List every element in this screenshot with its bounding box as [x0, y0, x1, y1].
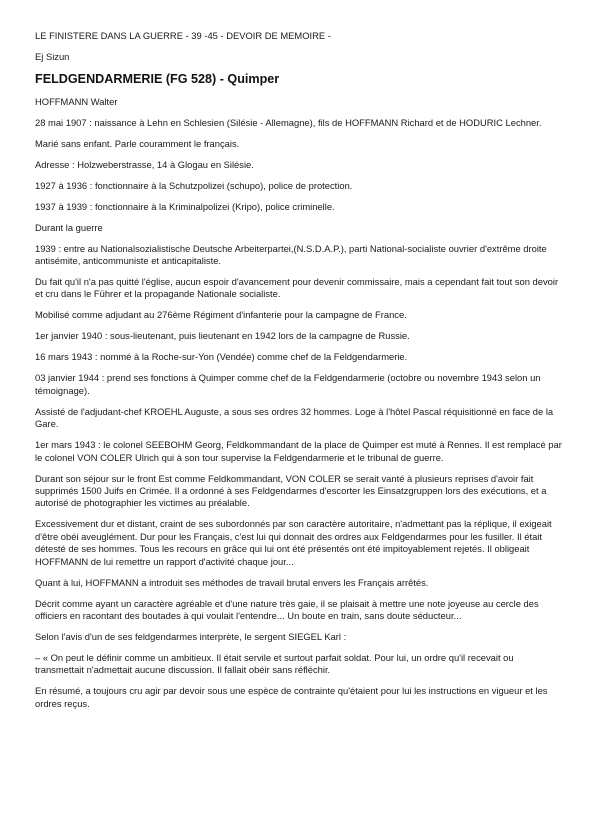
body-paragraph: Marié sans enfant. Parle couramment le français. [35, 137, 240, 149]
body-paragraph: 1937 à 1939 : fonctionnaire à la Kriminalpolizei (Kripo), police criminelle. [35, 200, 335, 212]
body-paragraph: Durant son séjour sur le front Est comme Feldkommandant, VON COLER se serait vanté à plusieurs reprises d'avoir fait supprimés 1500 Juifs en Crimée. Il a ordonné à ses Feldgendarmes d'escorter les Einsatzgruppen lors des exécutions, et a autorisé de photographier les victimes au préalable. [35, 472, 547, 509]
series-header: LE FINISTERE DANS LA GUERRE - 39 -45 - DEVOIR DE MEMOIRE - [35, 30, 331, 41]
body-paragraph: Mobilisé comme adjudant au 276ème Régiment d'infanterie pour la campagne de France. [35, 309, 407, 321]
body-paragraph: 16 mars 1943 : nommé à la Roche-sur-Yon (Vendée) comme chef de la Feldgendarmerie. [35, 351, 408, 363]
body-paragraph: Décrit comme ayant un caractère agréable et d'une nature très gaie, il se plaisait à mettre une note joyeuse au cercle des officiers en racontant des boutades à qui voulait l'entendre... Un boute en train, sans doute séducteur... [35, 597, 539, 622]
author-line: Ej Sizun [35, 51, 70, 62]
body-paragraph: Selon l'avis d'un de ses feldgendarmes interprète, le sergent SIEGEL Karl : [35, 631, 347, 643]
body-paragraph: Quant à lui, HOFFMANN a introduit ses méthodes de travail brutal envers les Français arrêtés. [35, 576, 429, 588]
body-paragraph: 1er janvier 1940 : sous-lieutenant, puis lieutenant en 1942 lors de la campagne de Russie. [35, 330, 410, 342]
body-paragraph: 1927 à 1936 : fonctionnaire à la Schutzpolizei (schupo), police de protection. [35, 179, 353, 191]
body-paragraph: Du fait qu'il n'a pas quitté l'église, aucun espoir d'avancement pour devenir commissaire, mais a cependant fait tout son devoir et cru dans le Führer et la propagande Nationale socialiste. [35, 276, 559, 300]
body-paragraph: Adresse : Holzweberstrasse, 14 à Glogau en Silésie. [35, 158, 254, 170]
document-title: FELDGENDARMERIE (FG 528) - Quimper [35, 72, 280, 86]
body-paragraph: En résumé, a toujours cru agir par devoir sous une espèce de contrainte qu'étaient pour lui les instructions en vigueur et les ordres reçus. [35, 685, 548, 709]
body-paragraph: 1939 : entre au Nationalsozialistische Deutsche Arbeiterpartei,(N.S.D.A.P.), parti National-socialiste ouvrier d'extrême droite antisémite, anticommuniste et anticapitaliste. [35, 242, 547, 266]
body-paragraph: – « On peut le définir comme un ambitieux. Il était servile et surtout parfait soldat. Pour lui, un ordre qu'il recevait ou transmettait n'admettait aucune discussion. Il fallait obéir sans réfléchir. [35, 652, 514, 676]
body-paragraph: HOFFMANN Walter [35, 95, 118, 107]
document-page [35, 30, 565, 719]
body-paragraph: 03 janvier 1944 : prend ses fonctions à Quimper comme chef de la Feldgendarmerie (octobre ou novembre 1943 selon un témoignage). [35, 372, 541, 396]
body-paragraph: 1er mars 1943 : le colonel SEEBOHM Georg, Feldkommandant de la place de Quimper est muté à Rennes. Il est remplacé par le colonel VON COLER Ulrich qui à son tour supervise la Feldgendarmerie et le tribunal de guerre. [35, 439, 562, 463]
body-paragraph: Excessivement dur et distant, craint de ses subordonnés par son caractère autoritaire, n'admettant pas la réplique, il exigeait d'être obéi aveuglément. Dur pour les Français, c'est lui qui donnait des ordres aux Feldgendarmes pour les fusiller. Il était détesté de ses hommes. Tous les recours en grâce qui lui ont été présentés ont été impitoyablement rejetés. Il obligeait HOFFMANN de lui remettre un rapport d'activité chaque jour... [35, 518, 552, 567]
body-paragraph: 28 mai 1907 : naissance à Lehn en Schlesien (Silésie - Allemagne), fils de HOFFMANN Richard et de HODURIC Lechner. [35, 116, 542, 128]
body-paragraph: Assisté de l'adjudant-chef KROEHL Auguste, a sous ses ordres 32 hommes. Loge à l'hôtel Pascal réquisitionné en face de la Gare. [35, 405, 554, 430]
document-body [35, 96, 565, 711]
body-paragraph: Durant la guerre [35, 221, 103, 233]
